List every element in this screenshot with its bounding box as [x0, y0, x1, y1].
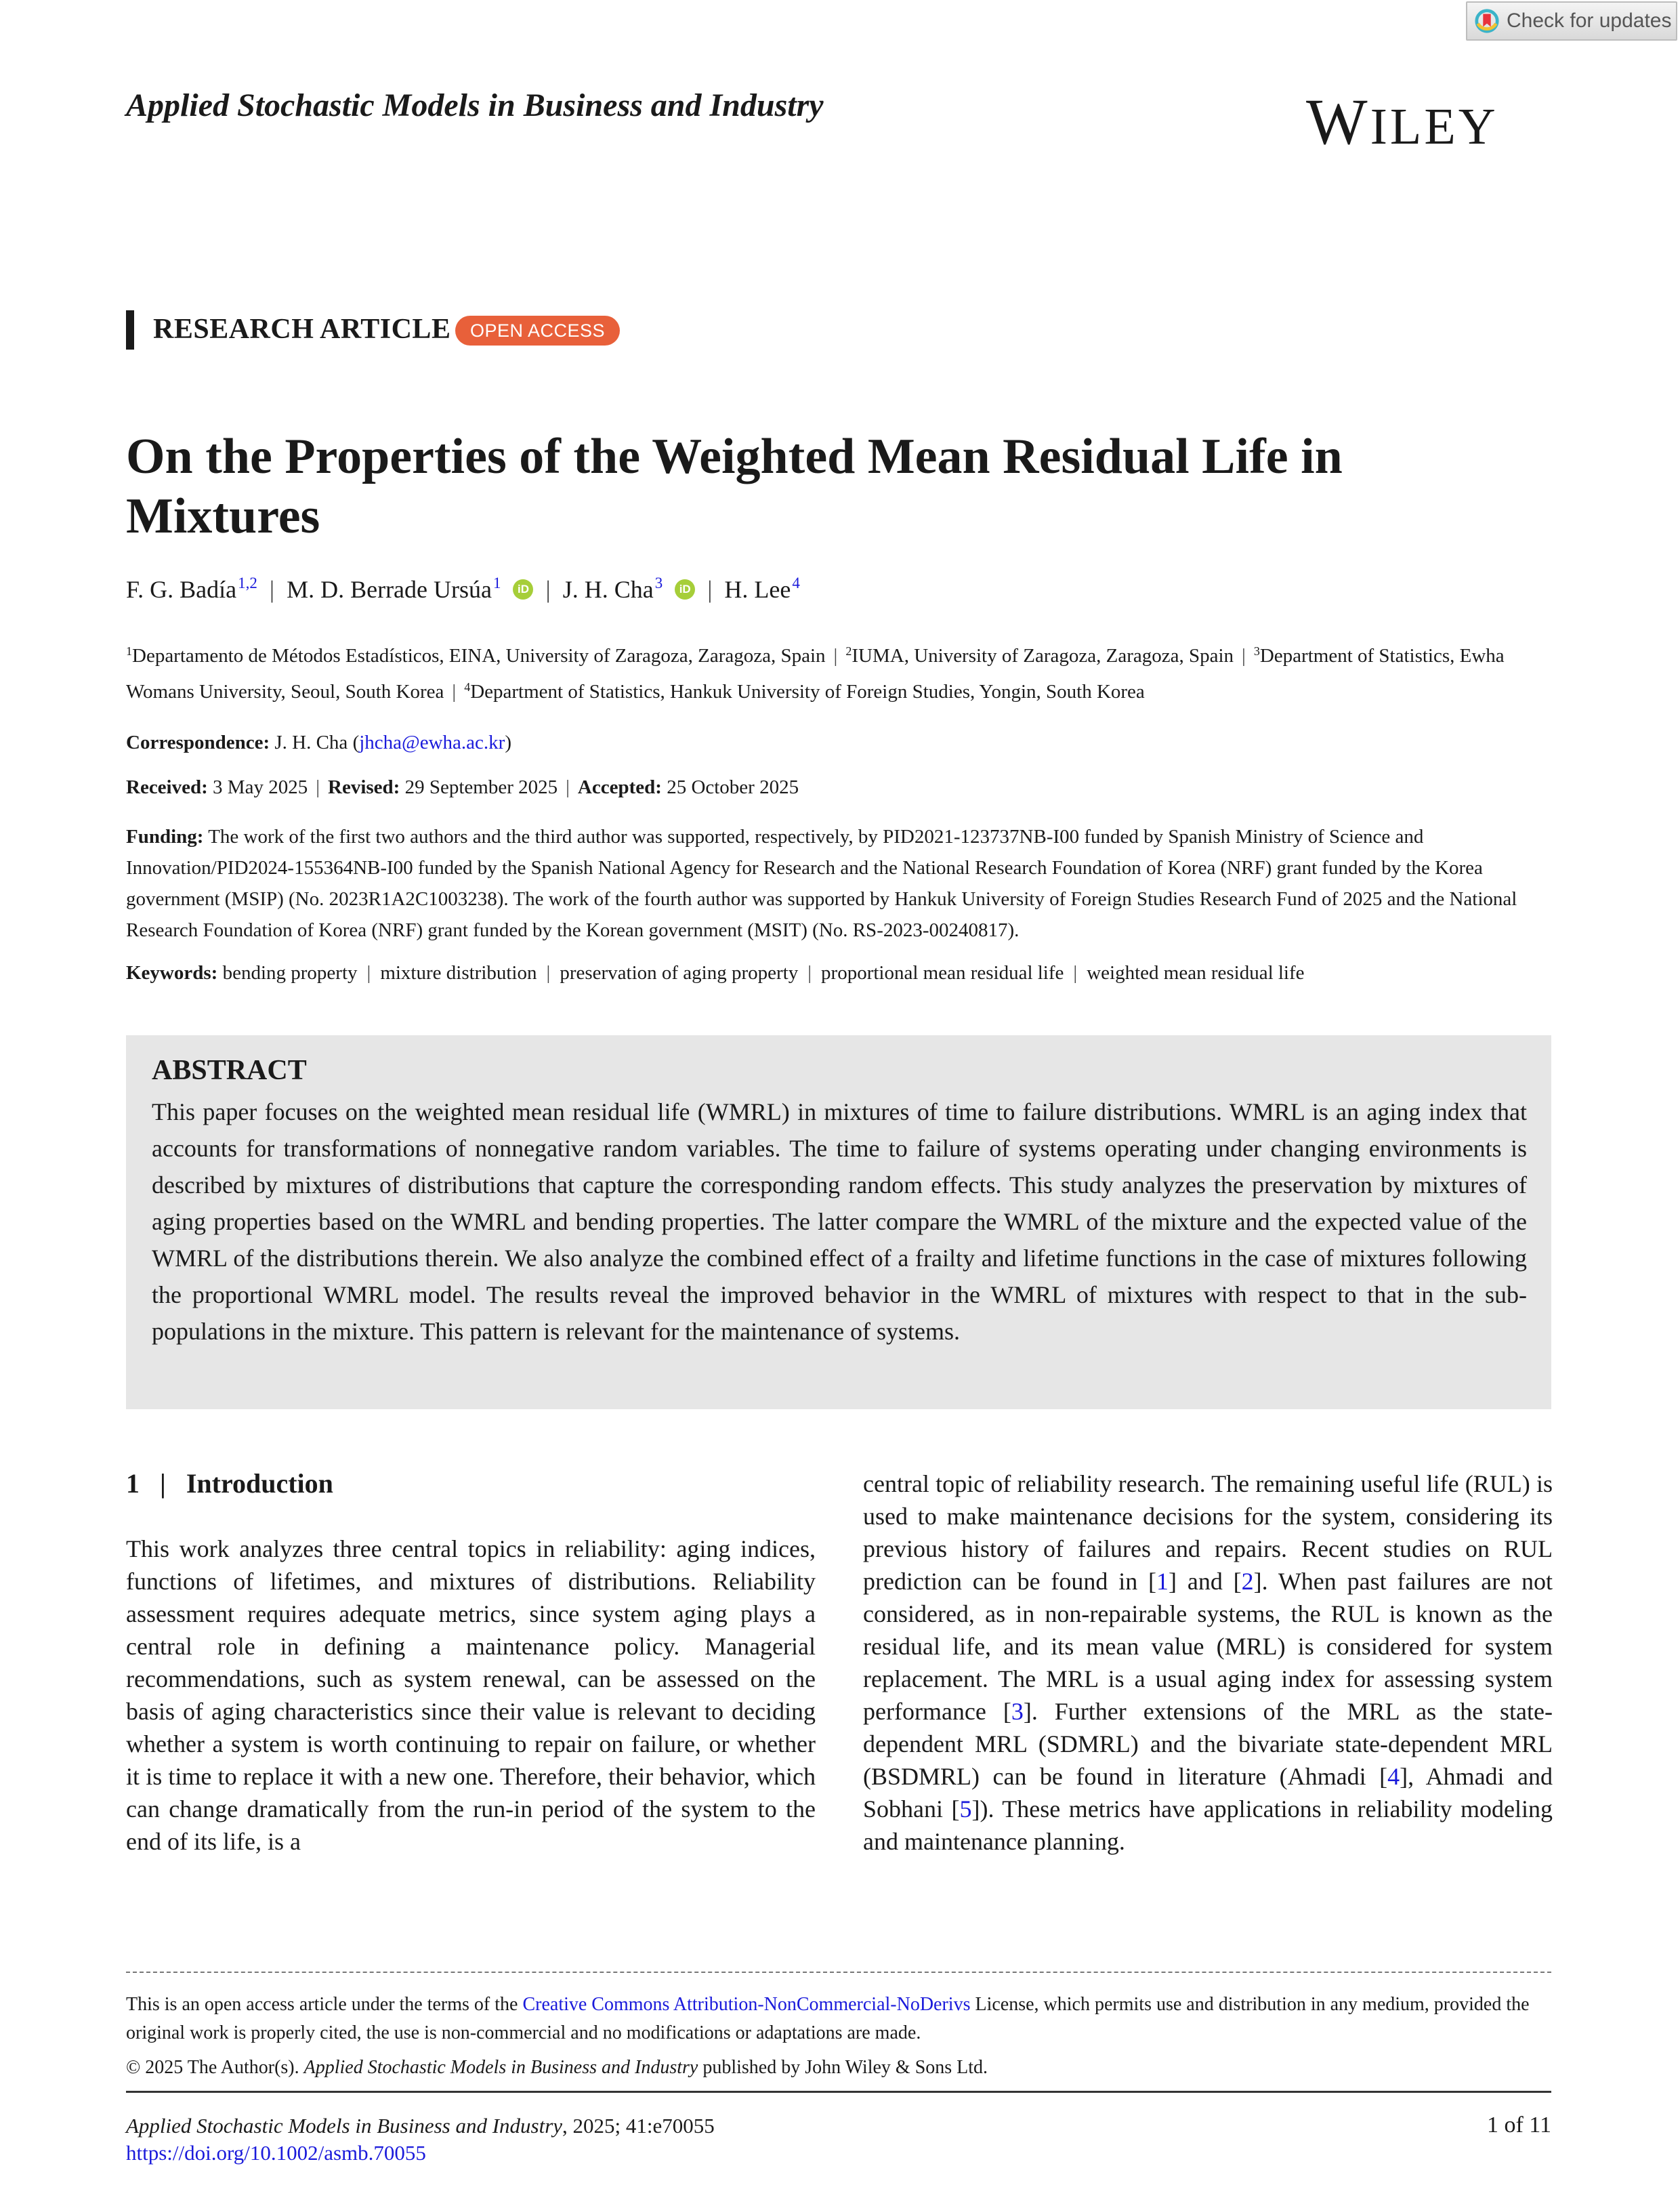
separator: | — [1242, 645, 1246, 667]
received-date: 3 May 2025 — [213, 776, 308, 798]
license-link[interactable]: Creative Commons Attribution-NonCommercial-NoDerivs — [522, 1994, 971, 2015]
abstract-heading: ABSTRACT — [152, 1055, 307, 1086]
check-for-updates-button[interactable] — [1466, 1, 1677, 41]
citation-info — [126, 2112, 715, 2167]
keyword: weighted mean residual life — [1087, 962, 1305, 984]
article-title: On the Properties of the Weighted Mean Residual Life in Mixtures — [126, 429, 1343, 544]
separator: | — [566, 776, 570, 798]
accepted-label: Accepted: — [577, 776, 662, 798]
cite-details: , 2025; 41:e70055 — [562, 2114, 715, 2138]
crossmark-icon — [1474, 8, 1500, 34]
affiliation: Departamento de Métodos Estadísticos, EINA, University of Zaragoza, Zaragoza, Spain — [132, 645, 826, 667]
received-label: Received: — [126, 776, 208, 798]
keywords-label: Keywords: — [126, 962, 218, 984]
separator: | — [366, 962, 371, 984]
separator: | — [452, 681, 457, 703]
separator: | — [316, 776, 320, 798]
keyword: bending property — [222, 962, 358, 984]
license-notice: This is an open access article under the terms of the Creative Commons Attribution-NonCommercial-NoDerivs License, which permits use and distribution in any medium, provided the original work is properly cited, the use is non-commercial and no modifications or adaptations are made. — [126, 1994, 1530, 2043]
separator: | — [833, 645, 838, 667]
affiliation-number: 4 — [464, 680, 471, 694]
citation-link[interactable]: 2 — [1241, 1568, 1254, 1595]
article-dates — [126, 776, 799, 799]
abstract-text: This paper focuses on the weighted mean residual life (WMRL) in mixtures of time to failure distributions. WMRL is an aging index that accounts for transformations of nonnegative random variables. The time to failure of systems operating under changing environments is described by mixtures of distributions that capture the corresponding random effects. This study analyzes the preservation by mixtures of aging properties based on the WMRL and bending properties. The latter compare the WMRL of the mixture and the expected value of the WMRL of the distributions therein. We also analyze the combined effect of a frailty and lifetime functions in the case of mixtures following the proportional WMRL model. The results reveal the improved behavior in the WMRL of mixtures with respect to that in the sub-populations in the mixture. This pattern is relevant for the maintenance of systems. — [152, 1098, 1527, 1345]
separator: | — [546, 962, 551, 984]
funding — [126, 821, 1555, 946]
revised-label: Revised: — [328, 776, 400, 798]
author-affiliation-sup[interactable]: 1,2 — [238, 575, 257, 591]
section-title: Introduction — [186, 1468, 333, 1499]
separator: | — [160, 1468, 166, 1499]
separator: | — [707, 575, 713, 603]
citation-link[interactable]: 3 — [1011, 1698, 1024, 1725]
keyword: preservation of aging property — [560, 962, 799, 984]
copyright-journal: Applied Stochastic Models in Business and Industry — [303, 2057, 698, 2078]
author-affiliation-sup[interactable]: 4 — [792, 575, 800, 591]
article-type-label: RESEARCH ARTICLE — [153, 314, 451, 345]
separator: | — [1073, 962, 1078, 984]
author-name[interactable]: M. D. Berrade Ursúa$^1$ — [287, 575, 501, 603]
correspondence: Correspondence: J. H. Cha (jhcha@ewha.ac.kr) — [126, 732, 511, 753]
citation-link[interactable]: 5 — [959, 1795, 972, 1822]
article-type-bar — [126, 310, 134, 350]
affiliation-number: 1 — [126, 644, 132, 658]
correspondence-label: Correspondence: — [126, 732, 270, 753]
check-for-updates-label: Check for updates — [1507, 9, 1672, 32]
separator: | — [807, 962, 812, 984]
page-number: 1 of 11 — [1486, 2112, 1551, 2138]
separator: | — [269, 575, 275, 603]
logo-rest: ILEY — [1370, 98, 1498, 155]
author-affiliation-sup[interactable]: 3 — [654, 575, 663, 591]
intro-right-column: central topic of reliability research. The remaining useful life (RUL) is used to make maintenance decisions for the system, considering its previous history of failures and repairs. Recent studies on RUL prediction can be found in [1] and [2]. When past failures are not considered, as in non-repairable systems, the RUL is known as the residual life, and its mean value (MRL) is considered for system replacement. The MRL is a usual aging index for assessing system performance [3]. Further extensions of the MRL as the state-dependent MRL (SDMRL) and the bivariate state-dependent MRL (BSDMRL) can be found in literature (Ahmadi [4], Ahmadi and Sobhani [5]). These metrics have applications in reliability modeling and maintenance planning. — [863, 1470, 1553, 1855]
affiliations — [126, 636, 1555, 707]
author-name[interactable]: J. H. Cha$^3$ — [562, 575, 663, 603]
author-name[interactable]: F. G. Badía$^{1,2}$ — [126, 575, 257, 603]
logo-letter: W — [1306, 85, 1370, 158]
citation-link[interactable]: 4 — [1387, 1763, 1400, 1790]
correspondence-email-link[interactable]: jhcha@ewha.ac.kr — [359, 732, 505, 753]
cite-journal: Applied Stochastic Models in Business and Industry — [126, 2114, 563, 2138]
journal-name: Applied Stochastic Models in Business and Industry — [126, 87, 824, 123]
author-list — [126, 575, 800, 604]
revised-date: 29 September 2025 — [404, 776, 558, 798]
affiliation: IUMA, University of Zaragoza, Zaragoza, Spain — [852, 645, 1234, 667]
affiliation-number: 3 — [1253, 644, 1260, 658]
citation-link[interactable]: 1 — [1156, 1568, 1169, 1595]
author-affiliation-sup[interactable]: 1 — [492, 575, 501, 591]
separator: | — [545, 575, 551, 603]
affiliation: Department of Statistics, Ewha Womans University, Seoul, South Korea — [126, 645, 1505, 703]
doi-link[interactable]: https://doi.org/10.1002/asmb.70055 — [126, 2141, 426, 2165]
funding-text: The work of the first two authors and the third author was supported, respectively, by PID2021-123737NB-I00 funded by Spanish Ministry of Science and Innovation/PID2024-155364NB-I00 funded by the Spanish National Agency for Research and the National Research Foundation of Korea (NRF) grant funded by the Korea government (MSIP) (No. 2023R1A2C1003238). The work of the fourth author was supported by Hankuk University of Foreign Studies Research Fund of 2025 and the National Research Foundation of Korea (NRF) grant funded by the Korean government (MSIT) (No. RS-2023-00240817). — [126, 826, 1517, 941]
affiliation: Department of Statistics, Hankuk University of Foreign Studies, Yongin, South Korea — [470, 681, 1145, 703]
orcid-icon[interactable]: iD — [675, 579, 695, 600]
footer-divider — [126, 1972, 1551, 1973]
orcid-icon[interactable]: iD — [513, 579, 533, 600]
section-heading — [126, 1467, 333, 1499]
funding-label: Funding: — [126, 826, 204, 848]
intro-left-column: This work analyzes three central topics in reliability: aging indices, functions of lifetimes, and mixtures of distributions. Reliability assessment requires adequate metrics, since system aging plays a central role in defining a maintenance policy. Managerial recommendations, such as system renewal, can be assessed on the basis of aging characteristics since their value is relevant to deciding whether a system is worth continuing to repair on failure, or whether it is time to replace it with a new one. Therefore, their behavior, which can change dramatically from the run-in period of the system to the end of its life, is a — [126, 1535, 816, 1855]
author-name[interactable]: H. Lee$^4$ — [724, 575, 800, 603]
affiliation-number: 2 — [845, 644, 852, 658]
copyright: © 2025 The Author(s). Applied Stochastic Models in Business and Industry published by John Wiley & Sons Ltd. — [126, 2057, 988, 2078]
keyword: proportional mean residual life — [821, 962, 1064, 984]
keyword: mixture distribution — [380, 962, 537, 984]
open-access-badge: OPEN ACCESS — [455, 316, 620, 346]
wiley-logo — [1306, 85, 1498, 158]
correspondence-name: J. H. Cha — [274, 732, 348, 753]
keywords — [126, 962, 1305, 984]
accepted-date: 25 October 2025 — [667, 776, 799, 798]
footer-rule — [126, 2091, 1551, 2093]
section-number: 1 — [126, 1468, 140, 1499]
